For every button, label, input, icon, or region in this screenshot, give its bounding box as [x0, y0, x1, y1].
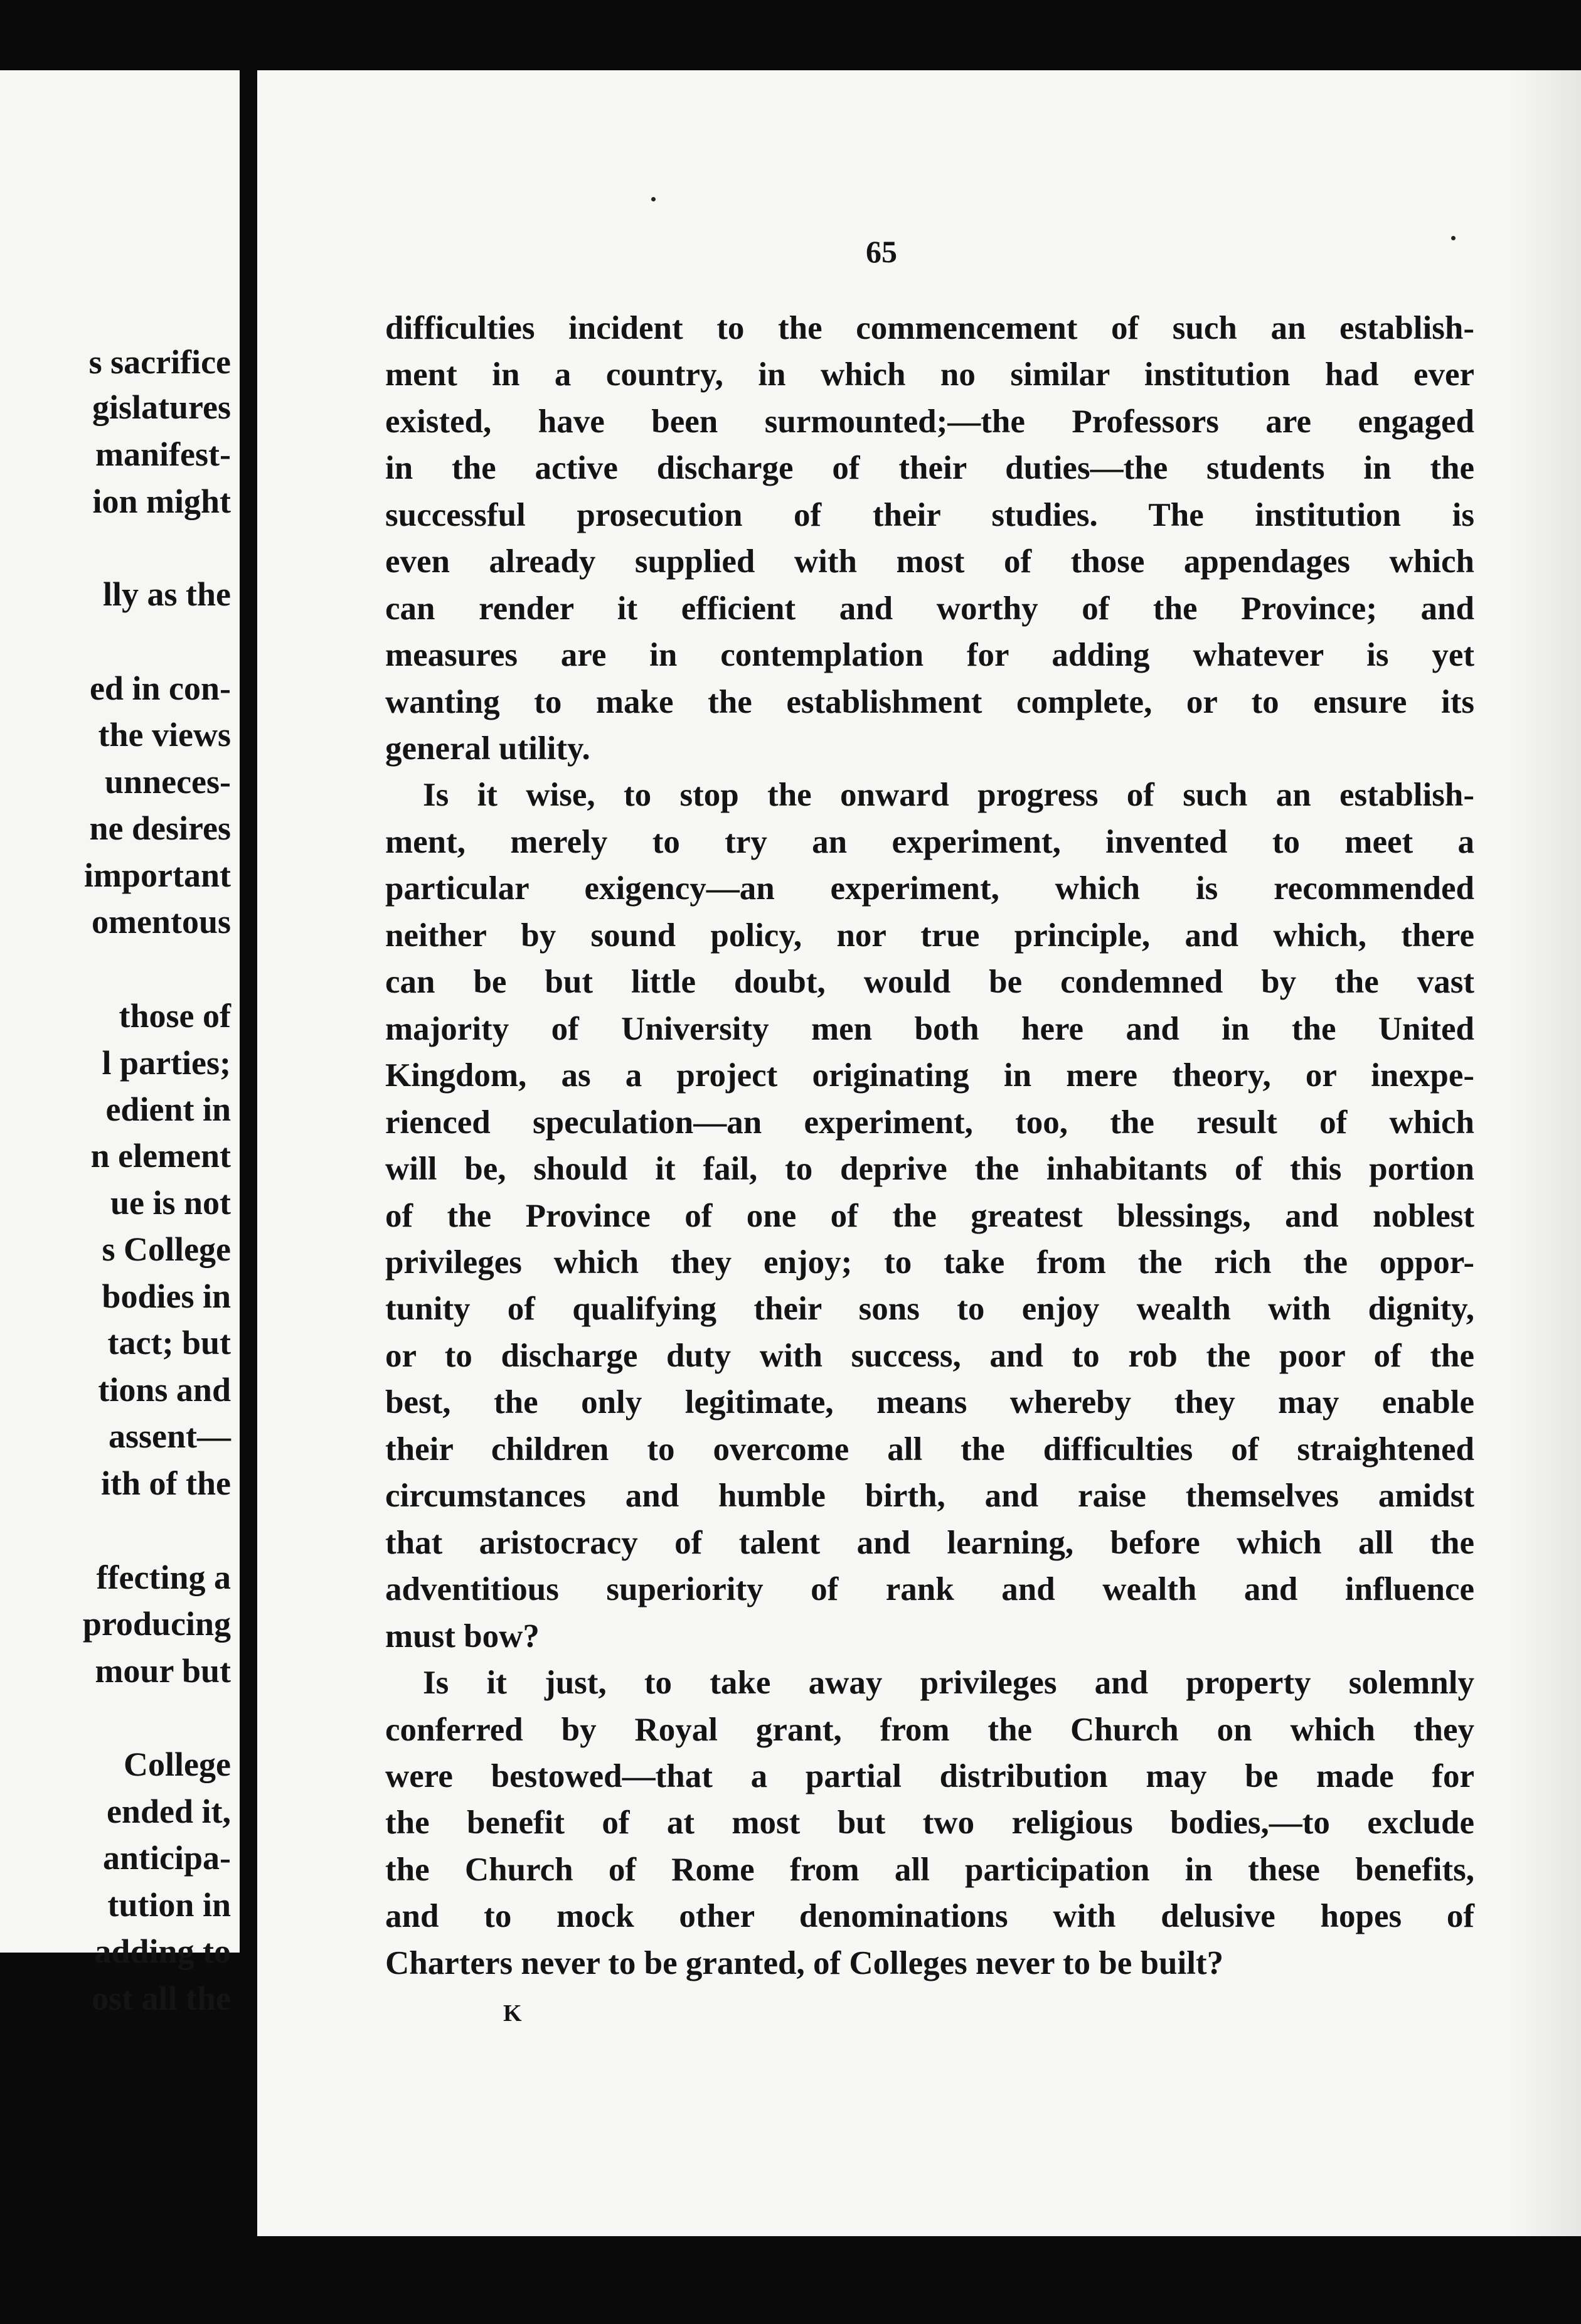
- left-text-line: anticipa-: [102, 1839, 231, 1877]
- left-text-line: ed in con-: [89, 669, 231, 707]
- left-text-line: those of: [119, 997, 231, 1035]
- body-text-line: even already supplied with most of those appendages which: [385, 543, 1474, 580]
- left-text-line: manifest-: [95, 435, 231, 473]
- body-text-line: ment in a country, in which no similar institution had ever: [385, 356, 1474, 393]
- body-text-line: adventitious superiority of rank and wealth and influence: [385, 1571, 1474, 1607]
- page-number: 65: [866, 234, 897, 269]
- body-text-line: rienced speculation—an experiment, too, the result of which: [385, 1104, 1474, 1141]
- left-text-line: ost all the: [92, 1980, 231, 2017]
- body-text-line: particular exigency—an experiment, which is recommended: [385, 870, 1474, 907]
- body-text-line: their children to overcome all the difficulties of straightened: [385, 1431, 1474, 1468]
- left-text-line: ith of the: [101, 1464, 231, 1502]
- body-text-line: wanting to make the establishment complete, or to ensure its: [385, 684, 1474, 720]
- left-text-line: College: [124, 1746, 231, 1783]
- left-text-line: the views: [98, 716, 231, 754]
- left-text-line: s College: [102, 1230, 231, 1268]
- left-text-line: tution in: [107, 1886, 231, 1924]
- left-text-line: important: [84, 856, 231, 894]
- left-text-line: ion might: [92, 482, 231, 520]
- body-text-line: tunity of qualifying their sons to enjoy wealth with dignity,: [385, 1291, 1474, 1327]
- body-text-line: can be but little doubt, would be condemned by the vast: [385, 964, 1474, 1000]
- body-text-line: ment, merely to try an experiment, invented to meet a: [385, 824, 1474, 860]
- body-text-line: of the Province of one of the greatest blessings, and noblest: [385, 1198, 1474, 1234]
- left-text-line: assent—: [108, 1417, 231, 1455]
- left-text-line: s sacrifice: [88, 343, 231, 381]
- body-text-line: the benefit of at most but two religious bodies,—to exclude: [385, 1804, 1474, 1841]
- body-text-line: Is it just, to take away privileges and property solemnly: [423, 1665, 1474, 1701]
- left-text-line: ended it,: [106, 1793, 231, 1830]
- signature-mark: K: [503, 2000, 522, 2027]
- body-text-line: privileges which they enjoy; to take from the rich the oppor-: [385, 1244, 1474, 1281]
- book-gutter: [240, 70, 257, 1953]
- body-text-line: successful prosecution of their studies. The institution is: [385, 497, 1474, 533]
- body-text-line: Is it wise, to stop the onward progress of such an establish-: [423, 777, 1474, 813]
- body-text-line: best, the only legitimate, means whereby they may enable: [385, 1384, 1474, 1421]
- body-text-line: conferred by Royal grant, from the Church on which they: [385, 1712, 1474, 1748]
- body-text-line: existed, have been surmounted;—the Professors are engaged: [385, 403, 1474, 440]
- body-text-line: were bestowed—that a partial distribution may be made for: [385, 1758, 1474, 1794]
- body-text-line: general utility.: [385, 730, 590, 767]
- left-text-line: bodies in: [102, 1277, 231, 1315]
- body-text-line: circumstances and humble birth, and raise themselves amidst: [385, 1478, 1474, 1514]
- left-text-line: ue is not: [110, 1184, 231, 1222]
- left-text-line: unneces-: [105, 763, 231, 801]
- left-page: [0, 70, 240, 2017]
- page-edge-shadow: [1506, 70, 1581, 2236]
- body-text-line: can render it efficient and worthy of the Province; and: [385, 590, 1474, 627]
- right-page: [257, 70, 1581, 2236]
- left-text-line: tions and: [98, 1371, 231, 1409]
- left-text-line: lly as the: [102, 575, 231, 613]
- body-text-line: the Church of Rome from all participation in these benefits,: [385, 1852, 1474, 1888]
- left-text-line: tact; but: [107, 1324, 231, 1362]
- ink-speck: [651, 197, 656, 201]
- body-text-line: and to mock other denominations with delusive hopes of: [385, 1898, 1474, 1934]
- left-text-line: omentous: [91, 903, 231, 941]
- left-text-line: l parties;: [102, 1044, 231, 1082]
- body-text-line: Charters never to be granted, of Colleges never to be built?: [385, 1945, 1224, 1981]
- left-text-line: n element: [90, 1137, 231, 1175]
- body-text-line: neither by sound policy, nor true principle, and which, there: [385, 917, 1474, 954]
- body-text-line: or to discharge duty with success, and to rob the poor of the: [385, 1338, 1474, 1374]
- left-text-line: mour but: [95, 1652, 231, 1690]
- ink-speck: [1451, 236, 1456, 240]
- left-text-line: producing: [82, 1605, 231, 1643]
- body-text-line: in the active discharge of their duties—the students in the: [385, 450, 1474, 486]
- body-text-line: must bow?: [385, 1618, 540, 1655]
- body-text-line: difficulties incident to the commencement of such an establish-: [385, 310, 1474, 346]
- left-text-line: adding to: [94, 1932, 231, 1970]
- body-text-line: majority of University men both here and in the United: [385, 1011, 1474, 1047]
- left-text-line: gislatures: [92, 388, 231, 426]
- body-text-line: will be, should it fail, to deprive the inhabitants of this portion: [385, 1151, 1474, 1187]
- left-text-line: ne desires: [89, 809, 231, 847]
- left-text-line: ffecting a: [96, 1559, 231, 1596]
- body-text-line: Kingdom, as a project originating in mere theory, or inexpe-: [385, 1057, 1474, 1094]
- body-text-line: measures are in contemplation for adding whatever is yet: [385, 637, 1474, 673]
- left-text-line: edient in: [105, 1090, 231, 1128]
- body-text-line: that aristocracy of talent and learning, before which all the: [385, 1525, 1474, 1561]
